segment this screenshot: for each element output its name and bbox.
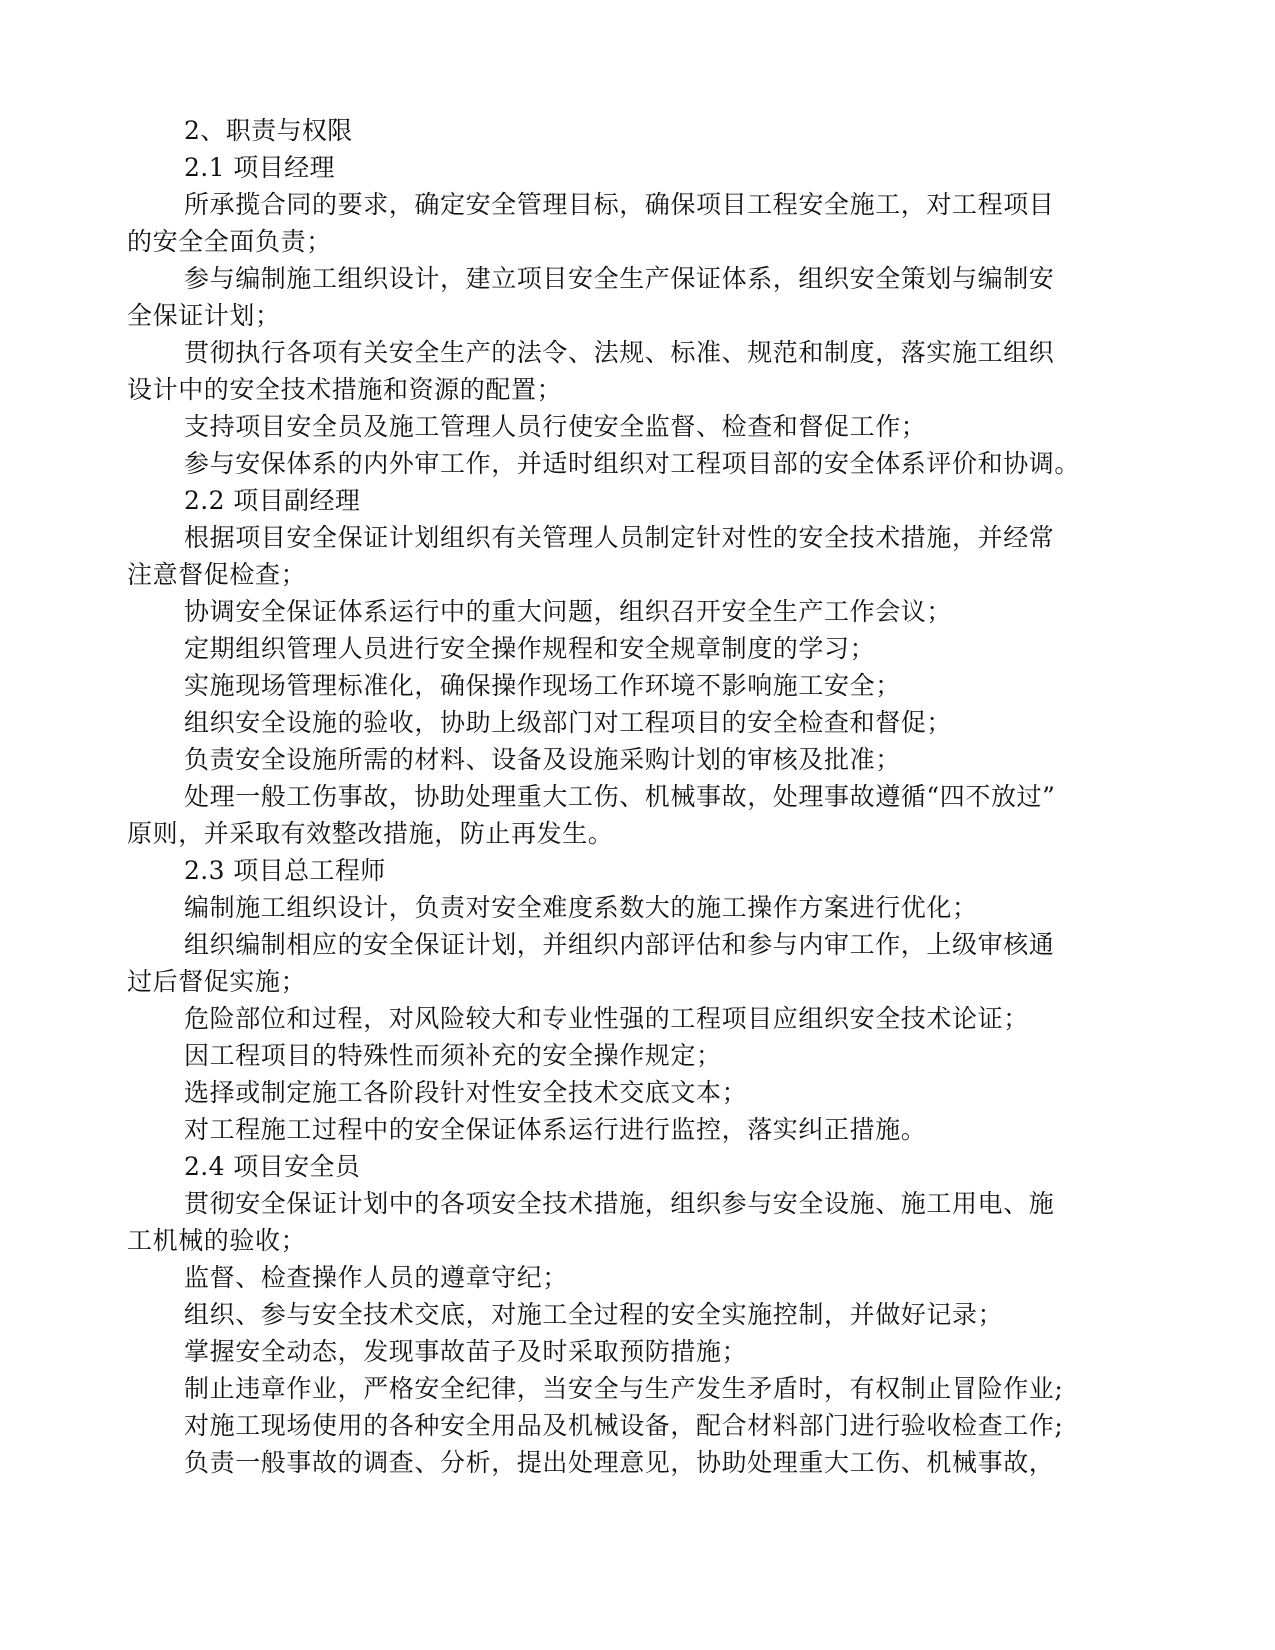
paragraph-line: 工机械的验收； (127, 1226, 307, 1255)
paragraph-line: 选择或制定施工各阶段针对性安全技术交底文本； (184, 1078, 748, 1107)
paragraph-line: 对施工现场使用的各种安全用品及机械设备，配合材料部门进行验收检查工作; (184, 1411, 1064, 1440)
paragraph-line: 制止违章作业，严格安全纪律，当安全与生产发生矛盾时，有权制止冒险作业; (184, 1374, 1064, 1403)
paragraph-line: 组织编制相应的安全保证计划，并组织内部评估和参与内审工作，上级审核通 (184, 930, 1055, 959)
paragraph-line: 全保证计划； (127, 301, 281, 330)
document-body (127, 112, 1167, 1481)
section-heading: 2.4 项目安全员 (184, 1152, 361, 1181)
section-heading: 2.1 项目经理 (184, 153, 335, 182)
paragraph-line: 组织安全设施的验收，协助上级部门对工程项目的安全检查和督促； (184, 708, 953, 737)
paragraph-line: 参与安保体系的内外审工作，并适时组织对工程项目部的安全体系评价和协调。 (184, 449, 1081, 478)
paragraph-line: 参与编制施工组织设计，建立项目安全生产保证体系，组织安全策划与编制安 (184, 264, 1055, 293)
paragraph-line: 贯彻执行各项有关安全生产的法令、法规、标准、规范和制度，落实施工组织 (184, 338, 1055, 367)
paragraph-line: 因工程项目的特殊性而须补充的安全操作规定； (184, 1041, 722, 1070)
paragraph-line: 所承揽合同的要求，确定安全管理目标，确保项目工程安全施工，对工程项目 (184, 190, 1055, 219)
section-heading: 2.3 项目总工程师 (184, 856, 386, 885)
section-heading: 2.2 项目副经理 (184, 486, 361, 515)
paragraph-line: 根据项目安全保证计划组织有关管理人员制定针对性的安全技术措施，并经常 (184, 523, 1055, 552)
paragraph-line: 对工程施工过程中的安全保证体系运行进行监控，落实纠正措施。 (184, 1115, 927, 1144)
paragraph-line: 的安全全面负责； (127, 227, 332, 256)
paragraph-line: 贯彻安全保证计划中的各项安全技术措施，组织参与安全设施、施工用电、施 (184, 1189, 1055, 1218)
paragraph-line: 掌握安全动态，发现事故苗子及时采取预防措施； (184, 1337, 748, 1366)
paragraph-line: 负责一般事故的调查、分析，提出处理意见，协助处理重大工伤、机械事故， (184, 1448, 1055, 1477)
paragraph-line: 编制施工组织设计，负责对安全难度系数大的施工操作方案进行优化； (184, 893, 978, 922)
paragraph-line: 定期组织管理人员进行安全操作规程和安全规章制度的学习； (184, 634, 876, 663)
paragraph-line: 原则，并采取有效整改措施，防止再发生。 (127, 819, 614, 848)
paragraph-line: 过后督促实施； (127, 967, 307, 996)
paragraph-line: 组织、参与安全技术交底，对施工全过程的安全实施控制，并做好记录； (184, 1300, 1004, 1329)
paragraph-line: 处理一般工伤事故，协助处理重大工伤、机械事故，处理事故遵循“四不放过” (184, 782, 1056, 811)
paragraph-line: 协调安全保证体系运行中的重大问题，组织召开安全生产工作会议； (184, 597, 953, 626)
paragraph-line: 设计中的安全技术措施和资源的配置； (127, 375, 563, 404)
paragraph-line: 监督、检查操作人员的遵章守纪； (184, 1263, 569, 1292)
paragraph-line: 注意督促检查； (127, 560, 307, 589)
paragraph-line: 危险部位和过程，对风险较大和专业性强的工程项目应组织安全技术论证； (184, 1004, 1029, 1033)
paragraph-line: 负责安全设施所需的材料、设备及设施采购计划的审核及批准； (184, 745, 901, 774)
paragraph-line: 实施现场管理标准化，确保操作现场工作环境不影响施工安全； (184, 671, 901, 700)
section-heading: 2、职责与权限 (184, 116, 353, 145)
paragraph-line: 支持项目安全员及施工管理人员行使安全监督、检查和督促工作； (184, 412, 927, 441)
